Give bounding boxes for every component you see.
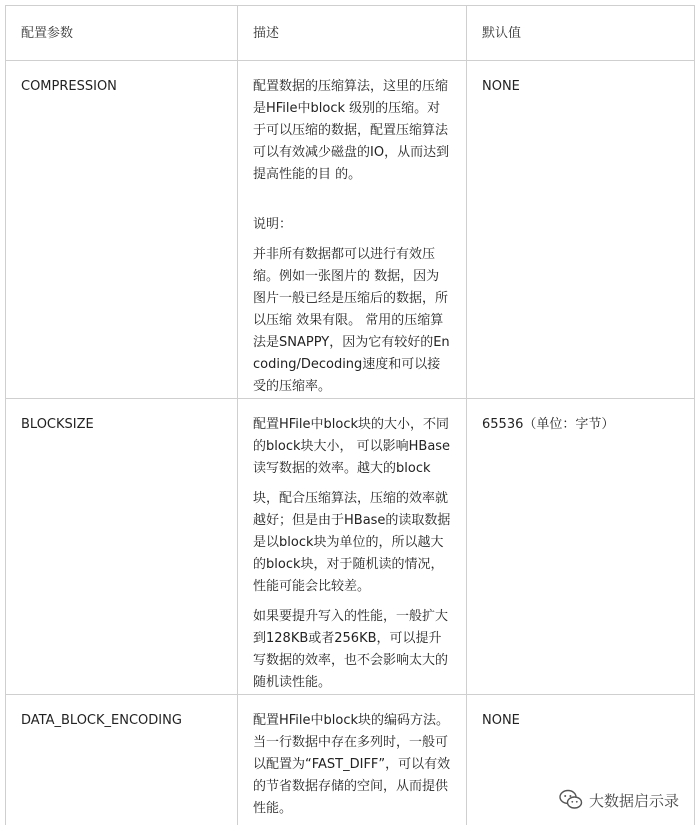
default-cell: NONE <box>467 695 695 825</box>
param-cell: COMPRESSION <box>6 61 238 399</box>
description-paragraph: 配置数据的压缩算法，这里的压缩是HFile中block 级别的压缩。对于可以压缩的数据，配置压缩算法可以有效减少磁盘的IO，从而达到提高性能的目 的。 <box>253 79 450 182</box>
description-cell <box>238 695 467 825</box>
watermark-text: 大数据启示录 <box>588 791 679 810</box>
config-table <box>5 5 695 825</box>
description-paragraph: 如果要提升写入的性能，一般扩大到128KB或者256KB，可以提升写数据的效率，也不会影响太大的随机读性能。 <box>253 609 449 690</box>
param-cell: DATA_BLOCK_ENCODING <box>6 695 238 825</box>
default-cell: NONE <box>467 61 695 399</box>
table-row <box>6 399 695 695</box>
header-default: 默认值 <box>467 6 695 61</box>
table-row <box>6 61 695 399</box>
watermark <box>559 789 679 811</box>
description-paragraph: 配置HFile中block块的编码方法。当一行数据中存在多列时，一般可以配置为“FAST_DIFF”，可以有效的节省数据存储的空间，从而提供性能。 <box>253 713 451 816</box>
header-row <box>6 6 695 61</box>
note-paragraph: 并非所有数据都可以进行有效压缩。例如一张图片的 数据，因为图片一般已经是压缩后的数据，所以压缩 效果有限。 常用的压缩算法是SNAPPY，因为它有较好的Encoding/Decoding速度和可以接受的压缩率。 <box>253 247 450 394</box>
param-cell: BLOCKSIZE <box>6 399 238 695</box>
description-cell <box>238 399 467 695</box>
wechat-icon <box>559 789 583 811</box>
header-param: 配置参数 <box>6 6 238 61</box>
default-cell: 65536（单位：字节） <box>467 399 695 695</box>
note-label: 说明： <box>253 217 293 232</box>
description-cell <box>238 61 467 399</box>
description-paragraph: 配置HFile中block块的大小，不同的block块大小， 可以影响HBase读写数据的效率。越大的block <box>253 417 451 476</box>
description-paragraph: 块，配合压缩算法，压缩的效率就越好；但是由于HBase的读取数据是以block块为单位的，所以越大的block块，对于随机读的情况，性能可能会比较差。 <box>253 491 451 594</box>
header-description: 描述 <box>238 6 467 61</box>
